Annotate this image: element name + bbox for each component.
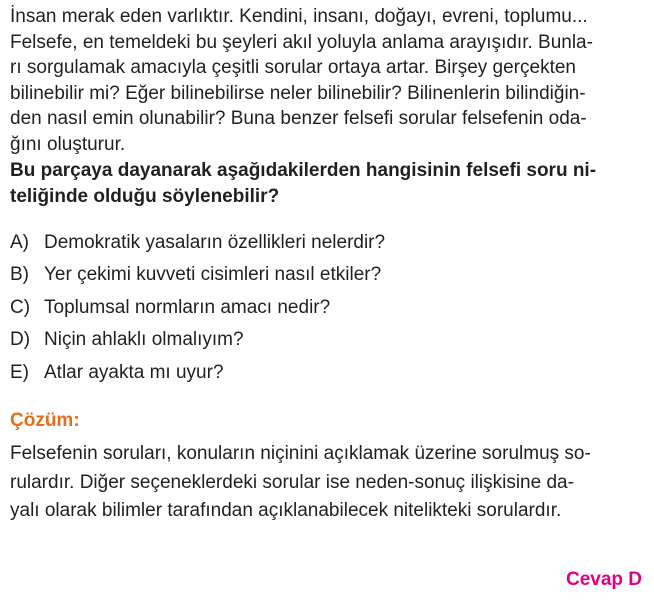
option-text: Yer çekimi kuvveti cisimleri nasıl etkiler? <box>44 264 382 286</box>
option-letter: E) <box>10 361 29 383</box>
passage-text <box>10 4 644 158</box>
passage-line: Felsefe, en temeldeki bu şeyleri akıl yoluyla anlama arayışıdır. Bunla- <box>10 31 593 53</box>
option-text: Atlar ayakta mı uyur? <box>44 361 224 383</box>
question-line: teliğinde olduğu söylenebilir? <box>10 185 280 207</box>
option-e[interactable] <box>10 357 644 390</box>
option-a[interactable] <box>10 227 644 260</box>
question-line: Bu parçaya dayanarak aşağıdakilerden hangisinin felsefi soru ni- <box>10 159 597 181</box>
solution-line: rulardır. Diğer seçeneklerdeki sorular ise neden-sonuç ilişkisine da- <box>10 471 574 493</box>
option-text: Niçin ahlaklı olmalıyım? <box>44 329 244 351</box>
passage-line: den nasıl emin olunabilir? Buna benzer felsefi sorular felsefenin oda- <box>10 108 587 130</box>
option-text: Demokratik yasaların özellikleri nelerdir? <box>44 231 386 253</box>
option-text: Toplumsal normların amacı nedir? <box>44 296 331 318</box>
solution-heading: Çözüm: <box>10 410 80 432</box>
question-page <box>10 4 644 526</box>
passage-line: İnsan merak eden varlıktır. Kendini, insanı, doğayı, evreni, toplumu... <box>10 6 588 27</box>
passage-line: bilinebilir mi? Eğer bilinebilirse neler bilinebilir? Bilinenlerin bilindiğin- <box>10 82 586 104</box>
option-letter: B) <box>10 264 29 286</box>
answer-options <box>10 227 644 390</box>
option-letter: C) <box>10 296 31 318</box>
passage-line: ğını oluşturur. <box>10 133 126 155</box>
answer-label: Cevap D <box>565 569 642 590</box>
option-c[interactable] <box>10 292 644 325</box>
solution-line: yalı olarak bilimler tarafından açıklanabilecek nitelikteki sorulardır. <box>10 500 562 522</box>
solution-text <box>10 440 644 526</box>
passage-line: rı sorgulamak amacıyla çeşitli sorular ortaya artar. Birşey gerçekten <box>10 57 576 79</box>
option-b[interactable] <box>10 259 644 292</box>
option-letter: A) <box>10 231 29 253</box>
question-stem <box>10 158 644 210</box>
solution-line: Felsefenin soruları, konuların niçinini açıklamak üzerine sorulmuş so- <box>10 443 591 465</box>
option-letter: D) <box>10 329 31 351</box>
option-d[interactable] <box>10 324 644 357</box>
